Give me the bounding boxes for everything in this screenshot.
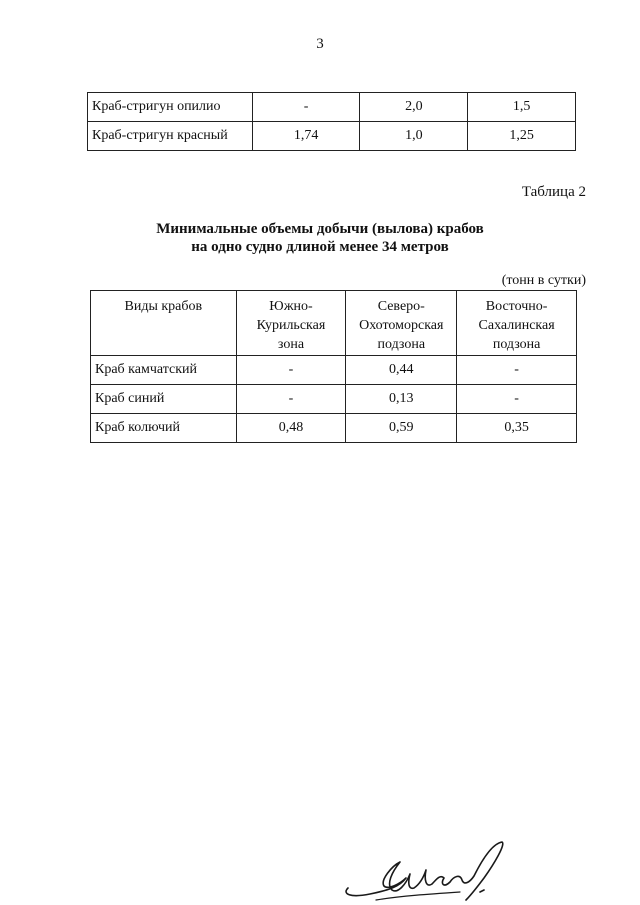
value-cell: 0,48 bbox=[236, 414, 346, 443]
value-cell: - bbox=[236, 385, 346, 414]
header-line: подзона bbox=[492, 337, 541, 352]
handwritten-signature bbox=[340, 838, 520, 904]
header-line: подзона bbox=[377, 337, 426, 352]
header-line: Сахалинская bbox=[478, 318, 555, 333]
header-line: зона bbox=[277, 337, 305, 352]
header-zone bbox=[236, 291, 346, 356]
species-cell: Краб-стригун красный bbox=[88, 122, 253, 151]
value-cell: 1,0 bbox=[360, 122, 468, 151]
minimum-catch-table bbox=[90, 290, 577, 443]
header-line: Южно- bbox=[269, 299, 313, 314]
species-cell: Краб-стригун опилио bbox=[88, 93, 253, 122]
value-cell: - bbox=[457, 385, 577, 414]
table-row bbox=[91, 385, 577, 414]
value-cell: 2,0 bbox=[360, 93, 468, 122]
species-cell: Краб колючий bbox=[91, 414, 237, 443]
table-row bbox=[88, 93, 576, 122]
header-line: Северо- bbox=[377, 299, 425, 314]
header-line: Курильская bbox=[256, 318, 326, 333]
species-table-continued bbox=[87, 92, 576, 151]
value-cell: 0,13 bbox=[346, 385, 457, 414]
header-line: Охотоморская bbox=[359, 318, 444, 333]
table-title bbox=[0, 220, 640, 256]
value-cell: - bbox=[252, 93, 360, 122]
value-cell: - bbox=[236, 356, 346, 385]
units-note: (тонн в сутки) bbox=[501, 273, 586, 288]
header-species: Виды крабов bbox=[91, 291, 237, 356]
header-zone bbox=[457, 291, 577, 356]
species-cell: Краб синий bbox=[91, 385, 237, 414]
title-line: на одно судно длиной менее 34 метров bbox=[191, 239, 449, 255]
species-cell: Краб камчатский bbox=[91, 356, 237, 385]
header-zone bbox=[346, 291, 457, 356]
table-label: Таблица 2 bbox=[521, 184, 586, 200]
value-cell: 1,74 bbox=[252, 122, 360, 151]
table-row bbox=[91, 414, 577, 443]
value-cell: 1,5 bbox=[468, 93, 576, 122]
value-cell: 0,59 bbox=[346, 414, 457, 443]
value-cell: 1,25 bbox=[468, 122, 576, 151]
value-cell: - bbox=[457, 356, 577, 385]
table-row bbox=[91, 356, 577, 385]
page-number: 3 bbox=[316, 36, 324, 52]
title-line: Минимальные объемы добычи (вылова) крабов bbox=[156, 221, 484, 237]
table-row bbox=[88, 122, 576, 151]
value-cell: 0,44 bbox=[346, 356, 457, 385]
header-line: Восточно- bbox=[485, 299, 548, 314]
value-cell: 0,35 bbox=[457, 414, 577, 443]
header-row bbox=[91, 291, 577, 356]
